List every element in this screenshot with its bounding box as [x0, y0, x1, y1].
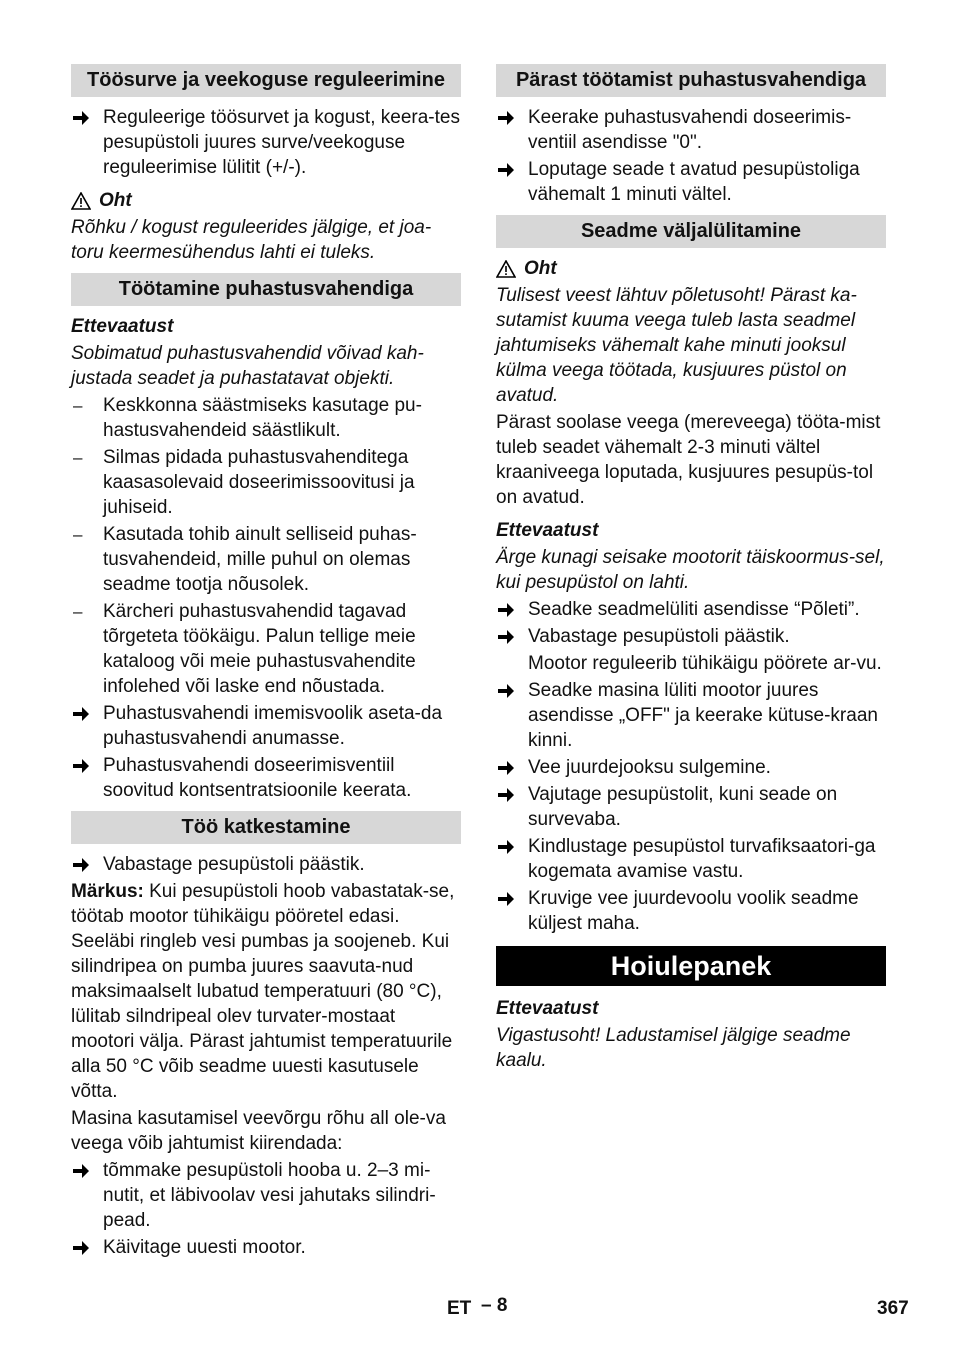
instruction-text: Vabastage pesupüstoli päästik.	[528, 626, 790, 647]
dash-bullet: –	[73, 602, 83, 621]
instruction-text: Loputage seade t avatud pesupüstoliga vähemalt 1 minuti vältel.	[528, 159, 860, 205]
arrow-icon	[498, 886, 524, 906]
instruction-text: Seadke seadmelüliti asendisse “Põleti”.	[528, 599, 860, 620]
arrow-icon	[73, 701, 99, 721]
instruction-item	[496, 157, 886, 207]
warning-triangle-icon	[496, 260, 516, 278]
instruction-item	[496, 886, 886, 936]
instruction-text: Vabastage pesupüstoli päästik.	[103, 854, 365, 875]
instruction-item	[496, 597, 886, 622]
dash-list-item	[71, 599, 461, 699]
danger-text: Tulisest veest lähtuv põletusoht! Pärast ka-sutamist kuuma veega tuleb lasta seadmel jahtumiseks vähemalt kahe minuti jooksul külma veega töötada, kusjuures püstol on avatud.	[496, 285, 857, 406]
note-paragraph	[71, 879, 461, 1104]
footer-section-page: – 8	[481, 1295, 508, 1316]
arrow-icon	[498, 782, 524, 802]
dash-item-text: Kärcheri puhastusvahendid tagavad tõrgeteta töökäigu. Palun tellige meie kataloog või meie puhastusvahendite infolehed või laske end nõustada.	[103, 601, 416, 697]
instruction-item	[71, 701, 461, 751]
chapter-heading-storage: Hoiulepanek	[496, 946, 886, 986]
dash-list-item	[71, 522, 461, 597]
instruction-text: Kindlustage pesupüstol turvafiksaatori-ga kogemata avamise vastu.	[528, 836, 876, 882]
caution-text: Sobimatud puhastusvahendid võivad kah-justada seadet ja puhastatavat objekti.	[71, 343, 424, 389]
arrow-icon	[73, 852, 99, 872]
arrow-icon	[73, 1158, 99, 1178]
danger-notice	[496, 256, 886, 281]
arrow-icon	[73, 1235, 99, 1255]
instruction-text: Vee juurdejooksu sulgemine.	[528, 757, 771, 778]
instruction-item	[496, 834, 886, 884]
section-heading-detergent: Töötamine puhastusvahendiga	[71, 273, 461, 306]
instruction-text: Käivitage uuesti mootor.	[103, 1237, 306, 1258]
dash-bullet: –	[73, 396, 83, 415]
dash-item-text: Kasutada tohib ainult selliseid puhas-tusvahendeid, mille puhul on olemas seadme tootja nõusolek.	[103, 524, 417, 595]
instruction-item	[71, 852, 461, 877]
instruction-item	[496, 755, 886, 780]
instruction-item	[496, 624, 886, 649]
instruction-text: Kruvige vee juurdevoolu voolik seadme küljest maha.	[528, 888, 859, 934]
warning-triangle-icon	[71, 192, 91, 210]
dash-list-item	[71, 393, 461, 443]
page-number: 367	[877, 1298, 909, 1319]
instruction-item	[496, 105, 886, 155]
instruction-item	[71, 1235, 461, 1260]
instruction-item	[71, 1158, 461, 1233]
instruction-text: Seadke masina lüliti mootor juures asendisse „OFF" ja keerake kütuse-kraan kinni.	[528, 680, 878, 751]
caution-text: Vigastusoht! Ladustamisel jälgige seadme kaalu.	[496, 1025, 851, 1071]
danger-label: Oht	[99, 190, 132, 211]
instruction-text: Reguleerige töösurvet ja kogust, keera-tes pesupüstoli juures surve/veekoguse reguleerimise lülitit (+/-).	[103, 107, 460, 178]
arrow-icon	[498, 678, 524, 698]
arrow-icon	[498, 755, 524, 775]
cooling-paragraph: Masina kasutamisel veevõrgu rõhu all ole-va veega võib jahtumist kiirendada:	[71, 1108, 446, 1154]
dash-item-text: Silmas pidada puhastusvahenditega kaasasolevaid doseerimissoovitusi ja juhiseid.	[103, 447, 415, 518]
dash-list-item	[71, 445, 461, 520]
danger-text: Rõhku / kogust reguleerides jälgige, et joa-toru keermesühendus lahti ei tuleks.	[71, 217, 432, 263]
arrow-icon	[73, 753, 99, 773]
dash-bullet: –	[73, 448, 83, 467]
note-text: Kui pesupüstoli hoob vabastatak-se, töötab mootor tühikäigu pööretel edasi. Seeläbi ringleb vesi pumbas ja soojeneb. Kui silindripea on pumba juures saavuta-nud maksimaalselt lubatud temperatuuri (80 °C), lülitab silndripeal olev turvater-mostaat mootori välja. Pärast jahtumist temperatuurile alla 50 °C võib seadme uuesti kasutusele võtta.	[71, 881, 455, 1102]
dash-bullet: –	[73, 525, 83, 544]
instruction-text: Vajutage pesupüstolit, kuni seade on survevaba.	[528, 784, 838, 830]
dash-item-text: Keskkonna säästmiseks kasutage pu-hastusvahendeid säästlikult.	[103, 395, 422, 441]
left-column	[71, 64, 461, 1262]
danger-notice	[71, 188, 461, 213]
caution-label: Ettevaatust	[496, 998, 599, 1019]
caution-text: Ärge kunagi seisake mootorit täiskoormus-sel, kui pesupüstol on lahti.	[496, 547, 885, 593]
instruction-result: Mootor reguleerib tühikäigu pöörete ar-vu.	[528, 653, 882, 674]
instruction-item	[496, 782, 886, 832]
instruction-text: Keerake puhastusvahendi doseerimis-ventiil asendisse "0".	[528, 107, 852, 153]
arrow-icon	[498, 157, 524, 177]
footer-language: ET	[447, 1298, 472, 1319]
arrow-icon	[498, 834, 524, 854]
arrow-icon	[498, 624, 524, 644]
instruction-item	[71, 753, 461, 803]
saltwater-paragraph: Pärast soolase veega (mereveega) tööta-mist tuleb seadet vähemalt 2-3 minuti vältel kraaniveega loputada, kusjuures pesupüs-tol on avatud.	[496, 412, 881, 508]
arrow-icon	[498, 597, 524, 617]
caution-label: Ettevaatust	[71, 316, 174, 337]
instruction-text: Puhastusvahendi imemisvoolik aseta-da puhastusvahendi anumasse.	[103, 703, 443, 749]
instruction-text: Puhastusvahendi doseerimisventiil soovitud kontsentratsioonile keerata.	[103, 755, 412, 801]
section-heading-interrupt: Töö katkestamine	[71, 811, 461, 844]
section-heading-after-detergent: Pärast töötamist puhastusvahendiga	[496, 64, 886, 97]
right-column	[496, 64, 886, 1075]
section-heading-pressure: Töösurve ja veekoguse reguleerimine	[71, 64, 461, 97]
section-heading-shutdown: Seadme väljalülitamine	[496, 215, 886, 248]
instruction-item	[496, 678, 886, 753]
note-label: Märkus:	[71, 881, 144, 902]
caution-label: Ettevaatust	[496, 520, 599, 541]
arrow-icon	[73, 105, 99, 125]
arrow-icon	[498, 105, 524, 125]
danger-label: Oht	[524, 258, 557, 279]
instruction-text: tõmmake pesupüstoli hooba u. 2–3 mi-nutit, et läbivoolav vesi jahutaks silindri-pead.	[103, 1160, 436, 1231]
instruction-item	[71, 105, 461, 180]
